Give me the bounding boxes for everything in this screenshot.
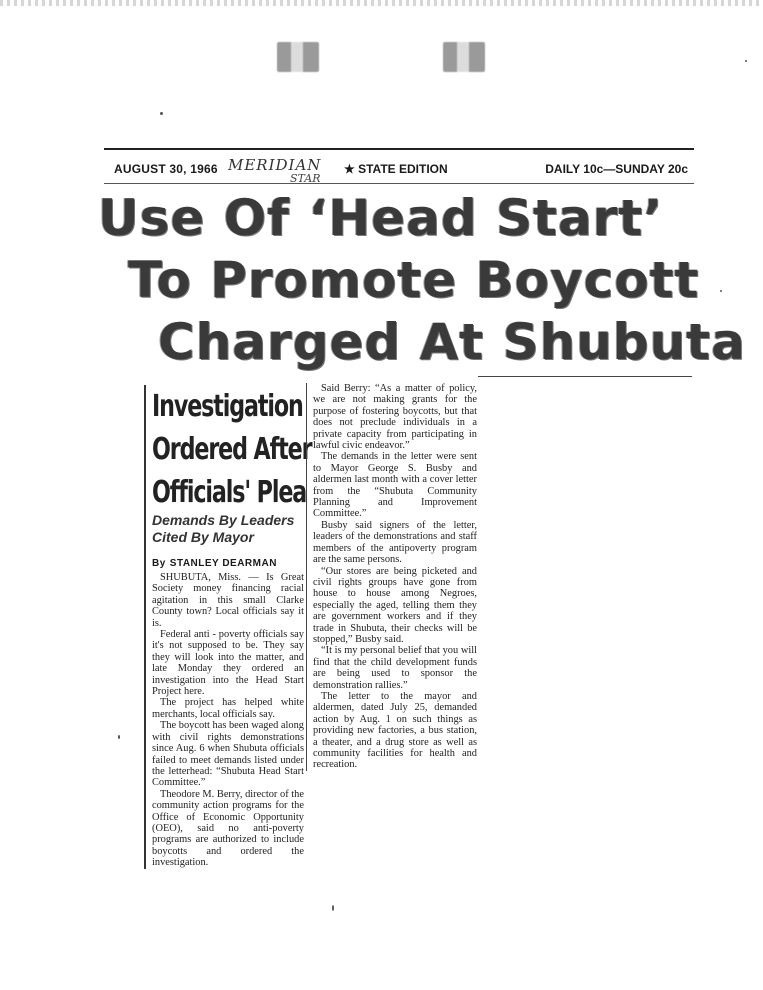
- edition-label: ★ STATE EDITION: [344, 162, 448, 176]
- paragraph: Busby said signers of the letter, leaders of the demonstrations and staff members of the antipoverty program are the same persons.: [313, 519, 477, 566]
- scan-speck: [118, 735, 120, 739]
- scan-top-edge: [0, 0, 763, 6]
- deck-headline: [152, 385, 312, 514]
- paragraph: “It is my personal belief that you will find that the child development funds are being used to sponsor the demonstration rallies.”: [313, 645, 477, 691]
- scan-speck: [745, 60, 747, 62]
- article-column-right: [306, 383, 477, 771]
- paragraph: The project has helped white merchants, local officials say.: [152, 697, 304, 720]
- binder-hole-right: [443, 42, 485, 72]
- subdeck-line-2: Cited By Mayor: [152, 529, 254, 545]
- subdeck-line-1: Demands By Leaders: [152, 512, 295, 528]
- binder-hole-left: [277, 42, 319, 72]
- price-label: DAILY 10c—SUNDAY 20c: [545, 162, 688, 176]
- scan-speck: [160, 112, 163, 115]
- headline-line-1: Use Of ‘Head Start’: [98, 189, 664, 247]
- edition-text: STATE EDITION: [358, 162, 448, 176]
- scan-speck: [720, 290, 722, 292]
- article-column-left: [144, 385, 312, 869]
- byline: [152, 558, 304, 569]
- headline-rule: [478, 376, 692, 377]
- scan-speck: [332, 905, 334, 911]
- article-body-left: [152, 572, 304, 869]
- byline-author: STANLEY DEARMAN: [169, 558, 277, 569]
- byline-label: By: [152, 558, 166, 569]
- deck-line-3: Officials' Plea: [152, 475, 307, 510]
- handwritten-paper-sub: STAR: [290, 172, 321, 185]
- paragraph: Said Berry: “As a matter of policy, we are not making grants for the purpose of fostering boycotts, but that does not preclude individuals in a private capacity from participating in lawful civic endeavor.”: [313, 383, 477, 452]
- paragraph: SHUBUTA, Miss. — Is Great Society money financing racial agitation in this small Clarke County town? Local officials say it is.: [152, 572, 304, 629]
- paragraph: Federal anti - poverty officials say it's not supposed to be. They say they will look into the matter, and late Monday they ordered an investigation into the Head Start Project here.: [152, 629, 304, 698]
- issue-date: AUGUST 30, 1966: [114, 162, 218, 176]
- paragraph: “Our stores are being picketed and civil rights groups have gone from house to house among Negroes, especially the aged, telling them they are government workers and if they trade in Shubuta, their checks will be stopped,” Busby said.: [313, 565, 477, 645]
- dateline-rule: [104, 183, 694, 184]
- headline-line-2: To Promote Boycott: [128, 251, 700, 309]
- article-body-right: [313, 383, 477, 771]
- paragraph: The boycott has been waged along with civil rights demonstrations since Aug. 6 when Shubuta officials failed to meet demands listed under the letterhead: “Shubuta Head Start Committee.”: [152, 720, 304, 789]
- paragraph: Theodore M. Berry, director of the community action programs for the Office of Economic Opportunity (OEO), said no anti-poverty programs are authorized to include boycotts and ordered the investigation.: [152, 788, 304, 869]
- paragraph: The letter to the mayor and aldermen, dated July 25, demanded action by Aug. 1 on such things as providing new factories, a bus station, a theater, and a drug store as well as community facilities for health and recreation.: [313, 690, 477, 771]
- headline-line-3: Charged At Shubuta: [158, 313, 746, 371]
- masthead-dateline: [104, 148, 694, 184]
- subdeck: [152, 512, 304, 546]
- deck-line-1: Investigation: [152, 389, 303, 424]
- deck-line-2: Ordered After: [152, 432, 312, 467]
- paragraph: The demands in the letter were sent to Mayor George S. Busby and aldermen last month with a cover letter from the “Shubuta Community Planning and Improvement Committee.”: [313, 451, 477, 520]
- handwritten-paper-name: MERIDIAN: [228, 156, 322, 174]
